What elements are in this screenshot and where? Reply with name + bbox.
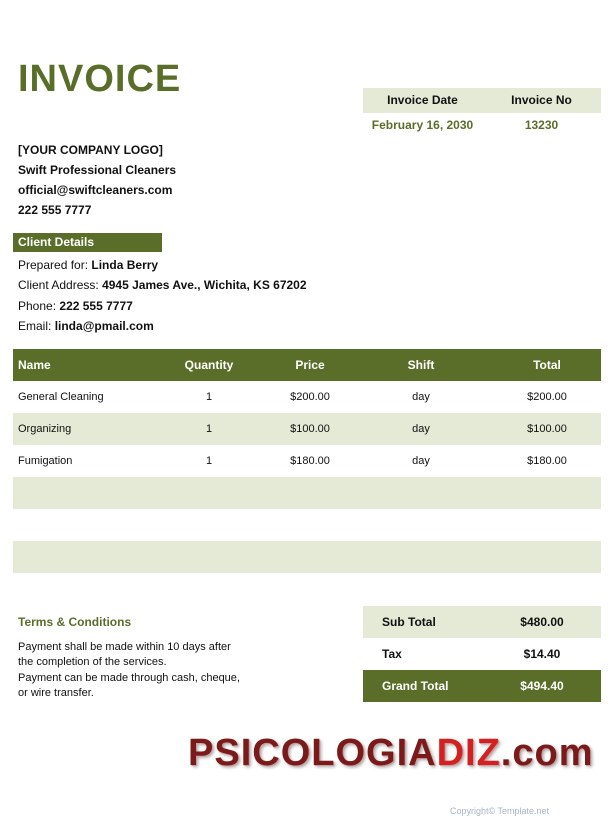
client-address: [18, 275, 307, 295]
table-row-empty: [13, 477, 601, 509]
item-shift: day: [412, 391, 430, 403]
item-price: $180.00: [290, 455, 330, 467]
item-price: $200.00: [290, 391, 330, 403]
table-row-empty: [13, 509, 601, 541]
company-phone: 222 555 7777: [18, 203, 92, 217]
terms-text: [18, 640, 258, 701]
item-shift: day: [412, 455, 430, 467]
watermark-part: .com: [500, 732, 594, 774]
email-value: linda@pmail.com: [54, 318, 154, 333]
terms-line: Payment can be made through cash, cheque,: [18, 671, 240, 684]
address-value: 4945 James Ave., Wichita, KS 67202: [102, 278, 307, 293]
invoice-meta-values: [363, 113, 601, 138]
invoice-no-value: 13230: [524, 118, 559, 132]
address-label: Client Address:: [18, 278, 99, 293]
col-header-name: Name: [13, 349, 147, 381]
table-row: [13, 381, 601, 413]
client-prepared-for: [18, 255, 307, 275]
subtotal-label: Sub Total: [363, 606, 483, 638]
item-total: $100.00: [493, 413, 601, 445]
col-header-price: Price: [271, 349, 349, 381]
terms-line: the completion of the services.: [18, 656, 167, 669]
company-name: Swift Professional Cleaners: [18, 163, 177, 177]
item-name: Organizing: [13, 413, 147, 445]
item-name: Fumigation: [18, 455, 73, 467]
watermark-part: PSICOLOGIA: [188, 732, 437, 774]
tax-label: Tax: [382, 647, 402, 661]
terms-title: Terms & Conditions: [18, 615, 132, 629]
invoice-meta-header: [363, 88, 601, 113]
client-phone: [18, 296, 307, 316]
client-details-header: Client Details: [13, 233, 162, 252]
items-header-row: [13, 349, 601, 381]
col-header-shift: Shift: [349, 349, 493, 381]
item-total: $180.00: [527, 455, 567, 467]
col-header-total: Total: [493, 349, 601, 381]
item-shift: day: [349, 413, 493, 445]
item-name: General Cleaning: [18, 391, 104, 403]
item-quantity: 1: [205, 391, 213, 403]
terms-line: or wire transfer.: [18, 686, 94, 699]
phone-label: Phone:: [18, 298, 57, 313]
item-price: $100.00: [271, 413, 349, 445]
grand-total-label: Grand Total: [363, 670, 483, 702]
invoice-title: INVOICE: [18, 58, 182, 100]
item-total: $200.00: [527, 391, 567, 403]
email-label: Email:: [18, 318, 52, 333]
table-row: [13, 445, 601, 477]
prepared-label: Prepared for:: [18, 258, 89, 272]
grand-total-row: [363, 670, 601, 702]
item-quantity: 1: [205, 455, 213, 467]
tax-row: [363, 638, 601, 670]
copyright-footer: Copyright© Template.net: [450, 806, 550, 816]
grand-total-value: $494.40: [483, 670, 601, 702]
terms-line: Payment shall be made within 10 days after: [18, 641, 231, 653]
company-block: [18, 140, 176, 220]
tax-value: $14.40: [523, 647, 561, 661]
col-header-quantity: Quantity: [147, 349, 271, 381]
subtotal-row: [363, 606, 601, 638]
totals-table: [363, 606, 601, 702]
subtotal-value: $480.00: [483, 606, 601, 638]
invoice-date-value: February 16, 2030: [371, 118, 474, 132]
watermark-part-red: DIZ: [436, 732, 501, 774]
table-row-empty: [13, 541, 601, 573]
company-email: official@swiftcleaners.com: [18, 183, 173, 197]
invoice-no-label: Invoice No: [511, 93, 572, 107]
company-logo-placeholder: [YOUR COMPANY LOGO]: [18, 143, 163, 157]
phone-value: 222 555 7777: [59, 298, 133, 313]
watermark-logo: [188, 732, 594, 775]
prepared-value: Linda Berry: [91, 258, 159, 272]
items-table: [13, 349, 601, 573]
client-email: [18, 316, 307, 336]
item-quantity: 1: [147, 413, 271, 445]
client-block: [18, 255, 307, 336]
table-row: [13, 413, 601, 445]
invoice-date-label: Invoice Date: [387, 93, 458, 107]
